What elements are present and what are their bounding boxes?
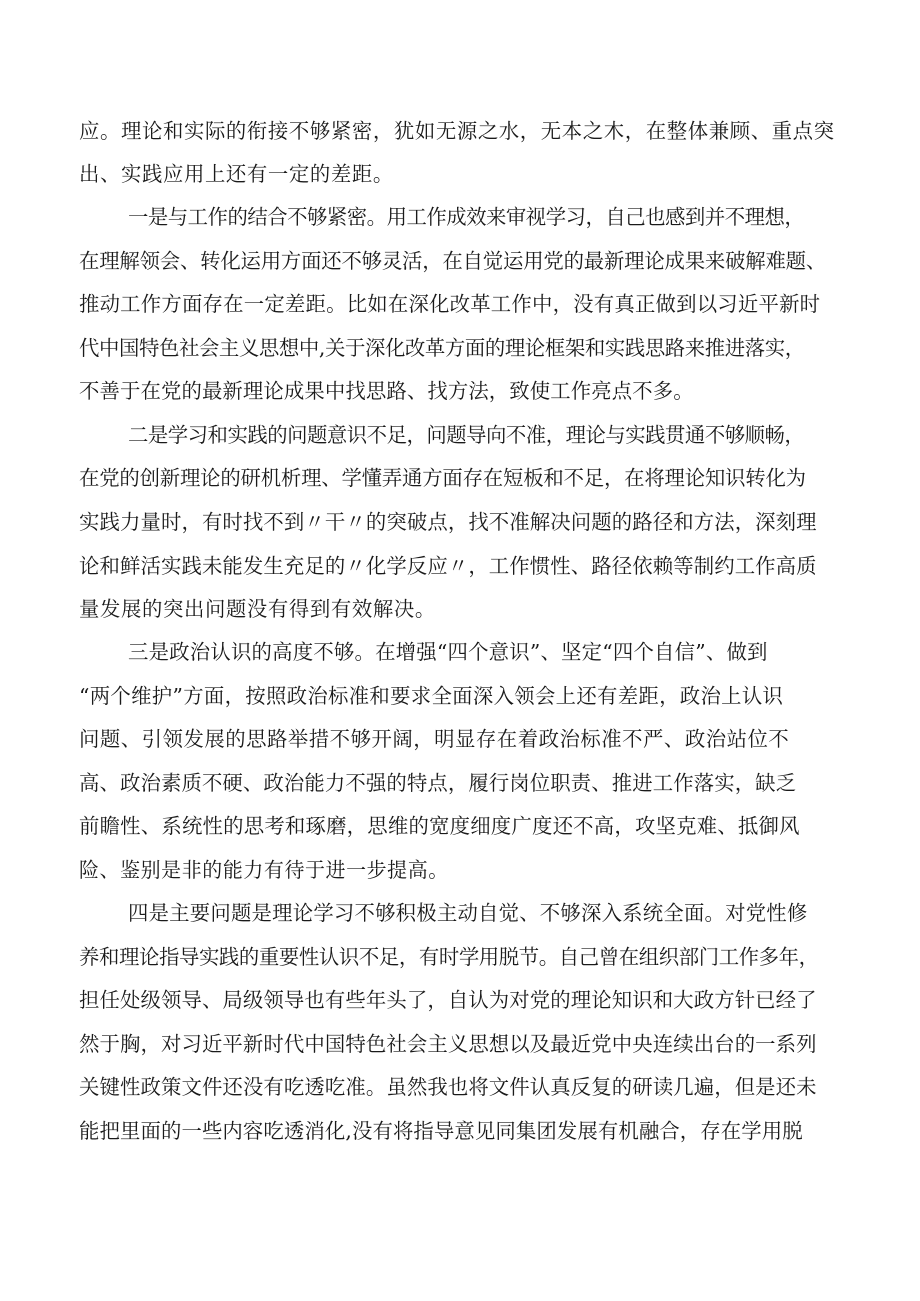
text-line: 关键性政策文件还没有吃透吃准。虽然我也将文件认真反复的研读几遍，但是还未: [79, 1075, 817, 1099]
text-line: 问题、引领发展的思路举措不够开阔，明显存在着政治标准不严、政治站位不: [79, 727, 790, 751]
text-line: 量发展的突出问题没有得到有效解决。: [79, 597, 436, 621]
text-line: 不善于在党的最新理论成果中找思路、找方法，致使工作亮点不多。: [79, 379, 694, 403]
text-line: 实践力量时，有时找不到〃干〃的突破点，找不准解决问题的路径和方法，深刻理: [79, 510, 817, 534]
text-line: 养和理论指导实践的重要性认识不足，有时学用脱节。自己曾在组织部门工作多年，: [79, 945, 819, 969]
text-line: 在理解领会、转化运用方面还不够灵活，在自觉运用党的最新理论成果来破解难题、: [79, 249, 827, 273]
text-line: 一是与工作的结合不够紧密。用工作成效来审视学习，自己也感到并不理想，: [128, 205, 805, 229]
text-line: 担任处级领导、局级领导也有些年头了，自认为对党的理论知识和大政方针已经了: [79, 988, 817, 1012]
text-line: 然于胸，对习近平新时代中国特色社会主义思想以及最近党中央连续出台的一系列: [79, 1032, 817, 1056]
text-line: 应。理论和实际的衔接不够紧密，犹如无源之水，无本之木，在整体兼顾、重点突: [79, 119, 835, 143]
text-line: 能把里面的一些内容吃透消化,没有将指导意见同集团发展有机融合，存在学用脱: [79, 1119, 803, 1143]
text-line: 二是学习和实践的问题意识不足，问题导向不准，理论与实践贯通不够顺畅，: [128, 423, 805, 447]
text-line: 三是政治认识的高度不够。在增强“四个意识”、坚定“四个自信”、做到: [128, 640, 768, 664]
text-line: 推动工作方面存在一定差距。比如在深化改革工作中，没有真正做到以习近平新时: [79, 292, 821, 316]
text-line: 四是主要问题是理论学习不够积极主动自觉、不够深入系统全面。对党性修: [128, 901, 808, 925]
text-line: 险、鉴别是非的能力有待于进一步提高。: [79, 858, 449, 882]
text-line: 代中国特色社会主义思想中,关于深化改革方面的理论框架和实践思路来推进落实，: [79, 336, 805, 360]
text-line: 高、政治素质不硬、政治能力不强的特点，履行岗位职责、推进工作落实，缺乏: [79, 771, 797, 795]
text-line: 在党的创新理论的研机析理、学懂弄通方面存在短板和不足，在将理论知识转化为: [79, 466, 806, 490]
text-line: 前瞻性、系统性的思考和琢磨，思维的宽度细度广度还不高，攻坚克难、抵御风: [79, 814, 800, 838]
text-line: 论和鲜活实践未能发生充足的〃化学反应〃，工作惯性、路径依赖等制约工作高质: [79, 554, 817, 578]
text-line: “两个维护”方面，按照政治标准和要求全面深入领会上还有差距，政治上认识: [79, 684, 784, 708]
text-line: 出、实践应用上还有一定的差距。: [79, 162, 394, 186]
